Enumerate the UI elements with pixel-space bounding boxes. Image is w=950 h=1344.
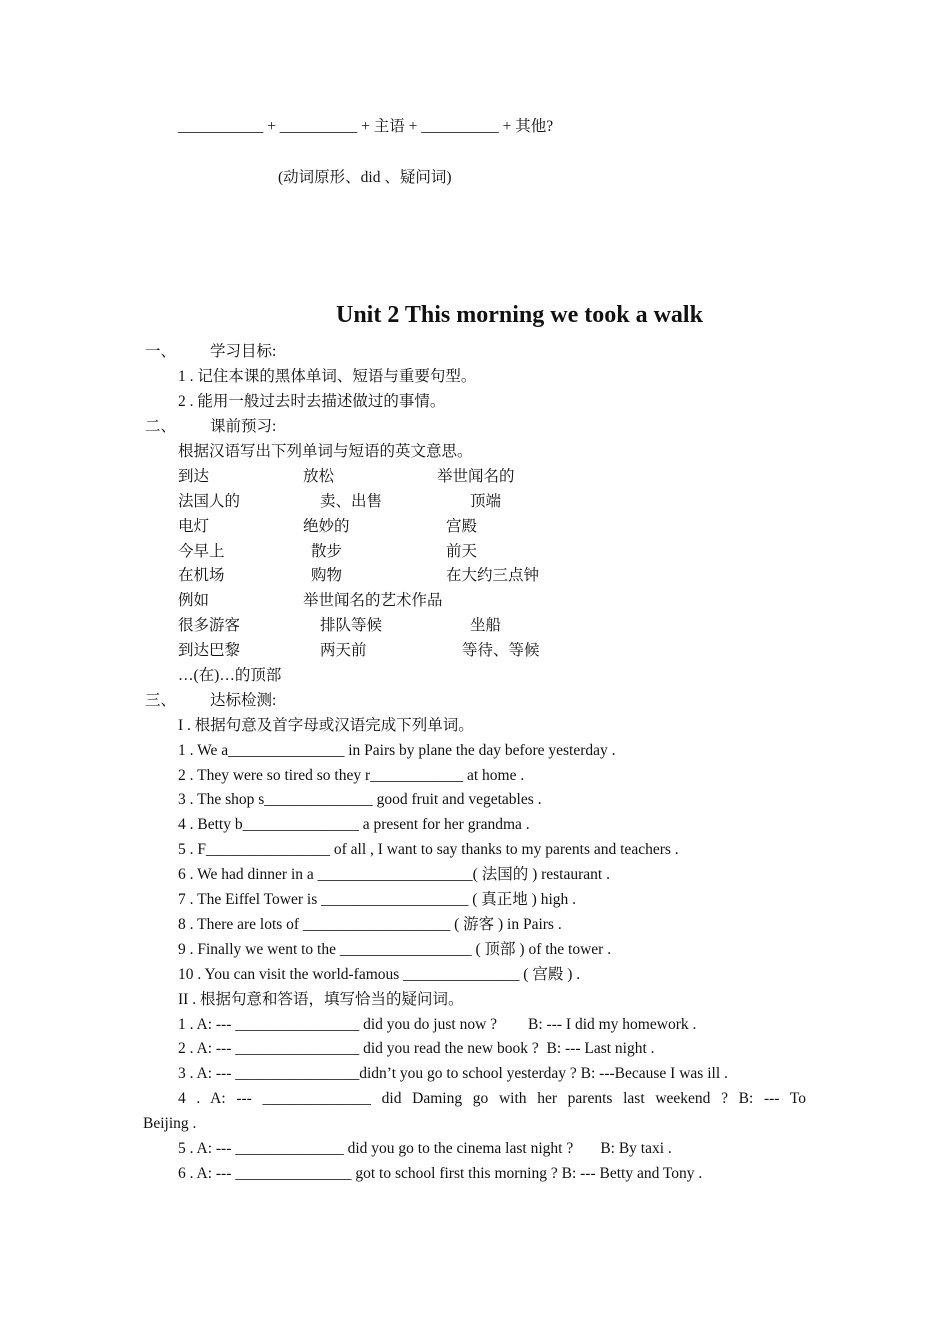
vocab-item: 到达巴黎 bbox=[178, 642, 241, 659]
dialogue-line: 1 . A: --- ________________ did you do just now ? B: --- I did my homework . bbox=[178, 1016, 697, 1033]
vocab-item: 购物 bbox=[311, 567, 343, 584]
vocab-item: 坐船 bbox=[470, 617, 502, 634]
exercise-line: 1 . We a_______________ in Pairs by plane the day before yesterday . bbox=[178, 742, 616, 759]
exercise-line: 7 . The Eiffel Tower is ___________________ ( 真正地 ) high . bbox=[178, 891, 577, 908]
section2-label: 课前预习: bbox=[210, 418, 277, 435]
dialogue-line: 2 . A: --- ________________ did you read the new book ? B: --- Last night . bbox=[178, 1040, 655, 1057]
objective-item: 1 . 记住本课的黑体单词、短语与重要句型。 bbox=[178, 368, 477, 385]
vocab-item: 在大约三点钟 bbox=[446, 567, 540, 584]
vocab-item: 法国人的 bbox=[178, 493, 241, 510]
vocab-item: 放松 bbox=[303, 468, 335, 485]
vocab-item: …(在)…的顶部 bbox=[178, 667, 282, 684]
dialogue-line-continuation: Beijing . bbox=[143, 1115, 197, 1132]
vocab-item: 两天前 bbox=[320, 642, 367, 659]
section1-label: 学习目标: bbox=[210, 343, 277, 360]
vocab-item: 前天 bbox=[446, 543, 478, 560]
vocab-item: 今早上 bbox=[178, 543, 225, 560]
vocab-item: 到达 bbox=[178, 468, 210, 485]
sentence-formula: ___________ + __________ + 主语 + __________ + 其他? bbox=[178, 118, 554, 135]
section1-number: 一、 bbox=[145, 343, 177, 360]
vocab-item: 举世闻名的 bbox=[437, 468, 515, 485]
part2-title: II . 根据句意和答语，填写恰当的疑问词。 bbox=[178, 991, 464, 1008]
exercise-line: 8 . There are lots of ___________________ ( 游客 ) in Pairs . bbox=[178, 916, 562, 933]
vocab-item: 绝妙的 bbox=[303, 518, 350, 535]
preview-instruction: 根据汉语写出下列单词与短语的英文意思。 bbox=[178, 443, 473, 460]
vocab-item: 宫殿 bbox=[446, 518, 478, 535]
section3-label: 达标检测: bbox=[210, 692, 277, 709]
page-title: Unit 2 This morning we took a walk bbox=[336, 302, 703, 328]
vocab-item: 顶端 bbox=[470, 493, 502, 510]
section2-number: 二、 bbox=[145, 418, 177, 435]
vocab-item: 例如 bbox=[178, 592, 210, 609]
part1-title: I . 根据句意及首字母或汉语完成下列单词。 bbox=[178, 717, 474, 734]
objective-item: 2 . 能用一般过去时去描述做过的事情。 bbox=[178, 393, 446, 410]
formula-hint: (动词原形、did 、疑问词) bbox=[278, 169, 452, 186]
exercise-line: 2 . They were so tired so they r____________ at home . bbox=[178, 767, 525, 784]
exercise-line: 10 . You can visit the world-famous _______________ ( 宫殿 ) . bbox=[178, 966, 581, 983]
exercise-line: 6 . We had dinner in a ____________________( 法国的 ) restaurant . bbox=[178, 866, 610, 883]
vocab-item: 很多游客 bbox=[178, 617, 241, 634]
vocab-item: 排队等候 bbox=[320, 617, 383, 634]
vocab-item: 在机场 bbox=[178, 567, 225, 584]
exercise-line: 3 . The shop s______________ good fruit and vegetables . bbox=[178, 791, 542, 808]
vocab-item: 散步 bbox=[311, 543, 343, 560]
vocab-item: 举世闻名的艺术作品 bbox=[303, 592, 443, 609]
dialogue-line: 3 . A: --- ________________didn’t you go to school yesterday ? B: ---Because I was ill . bbox=[178, 1065, 728, 1082]
exercise-line: 4 . Betty b_______________ a present for her grandma . bbox=[178, 816, 530, 833]
vocab-item: 电灯 bbox=[178, 518, 210, 535]
dialogue-line: 6 . A: --- _______________ got to school first this morning ? B: --- Betty and Tony . bbox=[178, 1165, 703, 1182]
vocab-item: 等待、等候 bbox=[462, 642, 540, 659]
section3-number: 三、 bbox=[145, 692, 177, 709]
exercise-line: 5 . F________________ of all , I want to say thanks to my parents and teachers . bbox=[178, 841, 679, 858]
exercise-line: 9 . Finally we went to the _________________ ( 顶部 ) of the tower . bbox=[178, 941, 612, 958]
dialogue-line: 5 . A: --- ______________ did you go to the cinema last night ? B: By taxi . bbox=[178, 1140, 672, 1157]
vocab-item: 卖、出售 bbox=[320, 493, 383, 510]
dialogue-line: 4 . A: --- ______________ did Daming go with her parents last weekend ? B: --- To bbox=[178, 1090, 806, 1107]
